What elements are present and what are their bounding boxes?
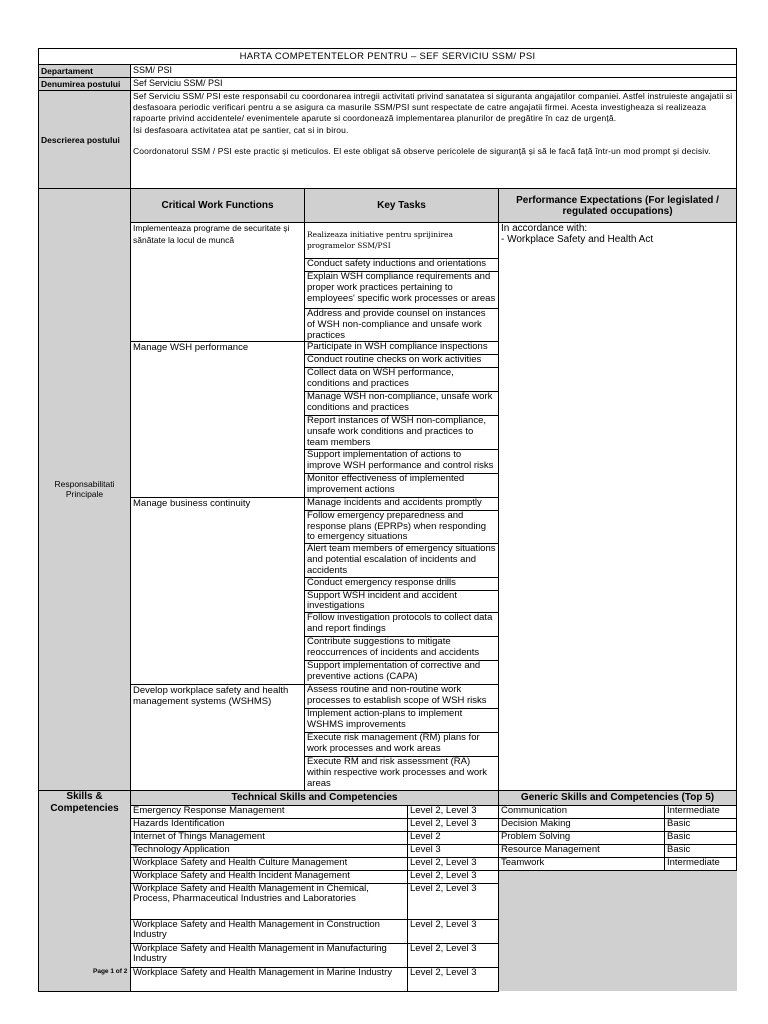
key-task: Monitor effectiveness of implemented improvement actions (305, 473, 499, 497)
departament-value: SSM/ PSI (131, 65, 737, 78)
generic-skill-name: Resource Management (499, 844, 665, 857)
technical-skill-level: Level 2, Level 3 (408, 943, 499, 967)
technical-skill-name: Workplace Safety and Health Management in Chemical, Process, Pharmaceutical Industries and Laboratories (131, 883, 408, 919)
critical-function: Manage business continuity (131, 497, 305, 684)
key-task: Manage WSH non-compliance, unsafe work conditions and practices (305, 392, 499, 416)
critical-work-functions-header: Critical Work Functions (131, 189, 305, 223)
technical-skill-name: Internet of Things Management (131, 831, 408, 844)
responsibilities-header-row (39, 189, 737, 223)
key-task: Assess routine and non-routine work processes to establish scope of WSH risks (305, 685, 499, 709)
generic-skills-header: Generic Skills and Competencies (Top 5) (499, 790, 737, 805)
skills-competencies-label: Skills & Competencies (39, 790, 131, 991)
task-row (39, 223, 737, 259)
competency-map-document (38, 48, 736, 992)
denumirea-value: Sef Serviciu SSM/ PSI (131, 78, 737, 91)
technical-skill-level: Level 3 (408, 844, 499, 857)
technical-skill-name: Workplace Safety and Health Management in Manufacturing Industry (131, 943, 408, 967)
key-task: Follow emergency preparedness and response plans (EPRPs) when responding to emergency situations (305, 510, 499, 543)
generic-skills-empty-area (499, 870, 737, 991)
key-task: Follow investigation protocols to collect data and report findings (305, 613, 499, 637)
denumirea-row (39, 78, 737, 91)
key-task: Conduct emergency response drills (305, 577, 499, 590)
skills-row (39, 857, 737, 870)
skills-row (39, 870, 737, 883)
departament-row (39, 65, 737, 78)
technical-skill-name: Workplace Safety and Health Culture Management (131, 857, 408, 870)
technical-skill-name: Emergency Response Management (131, 805, 408, 818)
generic-skill-level: Basic (665, 844, 737, 857)
generic-skill-name: Communication (499, 805, 665, 818)
generic-skill-level: Intermediate (665, 805, 737, 818)
generic-skill-name: Decision Making (499, 818, 665, 831)
technical-skill-level: Level 2, Level 3 (408, 967, 499, 991)
technical-skill-level: Level 2 (408, 831, 499, 844)
technical-skill-level: Level 2, Level 3 (408, 818, 499, 831)
departament-label: Departament (39, 65, 131, 78)
skills-header-row (39, 790, 737, 805)
key-task: Alert team members of emergency situations and potential escalation of incidents and accidents (305, 544, 499, 577)
descrierea-value (131, 91, 737, 189)
key-task: Conduct routine checks on work activities (305, 355, 499, 368)
technical-skill-level: Level 2, Level 3 (408, 883, 499, 919)
critical-function: Develop workplace safety and health management systems (WSHMS) (131, 685, 305, 790)
title-row (39, 49, 737, 65)
generic-skill-level: Basic (665, 818, 737, 831)
critical-function: Manage WSH performance (131, 342, 305, 497)
key-task: Execute risk management (RM) plans for work processes and work areas (305, 733, 499, 757)
key-task: Realizeaza initiative pentru sprijinirea programelor SSM/PSI (305, 223, 499, 259)
key-task: Explain WSH compliance requirements and proper work practices pertaining to employees' specific work processes or areas (305, 272, 499, 309)
key-task: Conduct safety inductions and orientations (305, 259, 499, 272)
descrierea-row (39, 91, 737, 189)
skills-row (39, 818, 737, 831)
technical-skill-level: Level 2, Level 3 (408, 870, 499, 883)
key-task: Collect data on WSH performance, conditions and practices (305, 368, 499, 392)
technical-skill-name: Workplace Safety and Health Incident Management (131, 870, 408, 883)
key-task: Support implementation of corrective and preventive actions (CAPA) (305, 661, 499, 685)
key-task: Support WSH incident and accident investigations (305, 590, 499, 613)
page-number: Page 1 of 2 (93, 968, 128, 975)
description-paragraph: Isi desfasoara activitatea atat pe santier, cat si in birou. (133, 124, 349, 135)
key-task: Manage incidents and accidents promptly (305, 497, 499, 510)
descrierea-label: Descrierea postului (39, 91, 131, 189)
skills-row (39, 831, 737, 844)
generic-skill-name: Problem Solving (499, 831, 665, 844)
generic-skill-name: Teamwork (499, 857, 665, 870)
key-task: Execute RM and risk assessment (RA) within respective work processes and work areas (305, 757, 499, 790)
technical-skill-name: Workplace Safety and Health Management in Marine Industry (131, 967, 408, 991)
generic-skill-level: Basic (665, 831, 737, 844)
skills-row (39, 805, 737, 818)
technical-skill-level: Level 2, Level 3 (408, 857, 499, 870)
technical-skill-level: Level 2, Level 3 (408, 805, 499, 818)
technical-skills-header: Technical Skills and Competencies (131, 790, 499, 805)
key-task: Participate in WSH compliance inspections (305, 342, 499, 355)
performance-expectations-header: Performance Expectations (For legislated / regulated occupations) (499, 189, 737, 223)
description-paragraph: Coordonatorul SSM / PSI este practic și meticulos. El este obligat să observe pericolele de siguranță și să le facă față într-un mod prompt și decisiv. (133, 145, 711, 156)
critical-function: Implementeaza programe de securitate și sănătate la locul de muncă (131, 223, 305, 342)
key-task: Report instances of WSH non-compliance, unsafe work conditions and practices to team members (305, 416, 499, 449)
skills-row (39, 844, 737, 857)
technical-skill-name: Technology Application (131, 844, 408, 857)
key-task: Contribute suggestions to mitigate reoccurrences of incidents and accidents (305, 637, 499, 661)
denumirea-label: Denumirea postului (39, 78, 131, 91)
key-task: Support implementation of actions to improve WSH performance and control risks (305, 449, 499, 473)
performance-expectations-text: In accordance with: - Workplace Safety and Health Act (499, 223, 737, 791)
description-paragraph: Sef Serviciu SSM/ PSI este responsabil cu coordonarea intregii activitati privind sanatatea si siguranta angajatilor companiei. Astfel instruieste angajatii si desfasoara periodic verificari pentru a se asigura ca masurile SSM/PSI sunt respectate de catre angajatii firmei. Acesta investigheaza si realizeaza rapoarte privind accidentele/ evenimentele aparute si coordonează implementarea planurilor de pregătire în caz de urgență. (133, 91, 733, 124)
key-task: Implement action-plans to implement WSHMS improvements (305, 709, 499, 733)
generic-skill-level: Intermediate (665, 857, 737, 870)
technical-skill-name: Workplace Safety and Health Management in Construction Industry (131, 919, 408, 943)
key-task: Address and provide counsel on instances of WSH non-compliance and unsafe work practices (305, 309, 499, 342)
key-tasks-header: Key Tasks (305, 189, 499, 223)
technical-skill-name: Hazards Identification (131, 818, 408, 831)
document-title: HARTA COMPETENTELOR PENTRU – SEF SERVICIU SSM/ PSI (39, 49, 737, 65)
responsabilitati-label: Responsabilitati Principale (39, 189, 131, 791)
technical-skill-level: Level 2, Level 3 (408, 919, 499, 943)
